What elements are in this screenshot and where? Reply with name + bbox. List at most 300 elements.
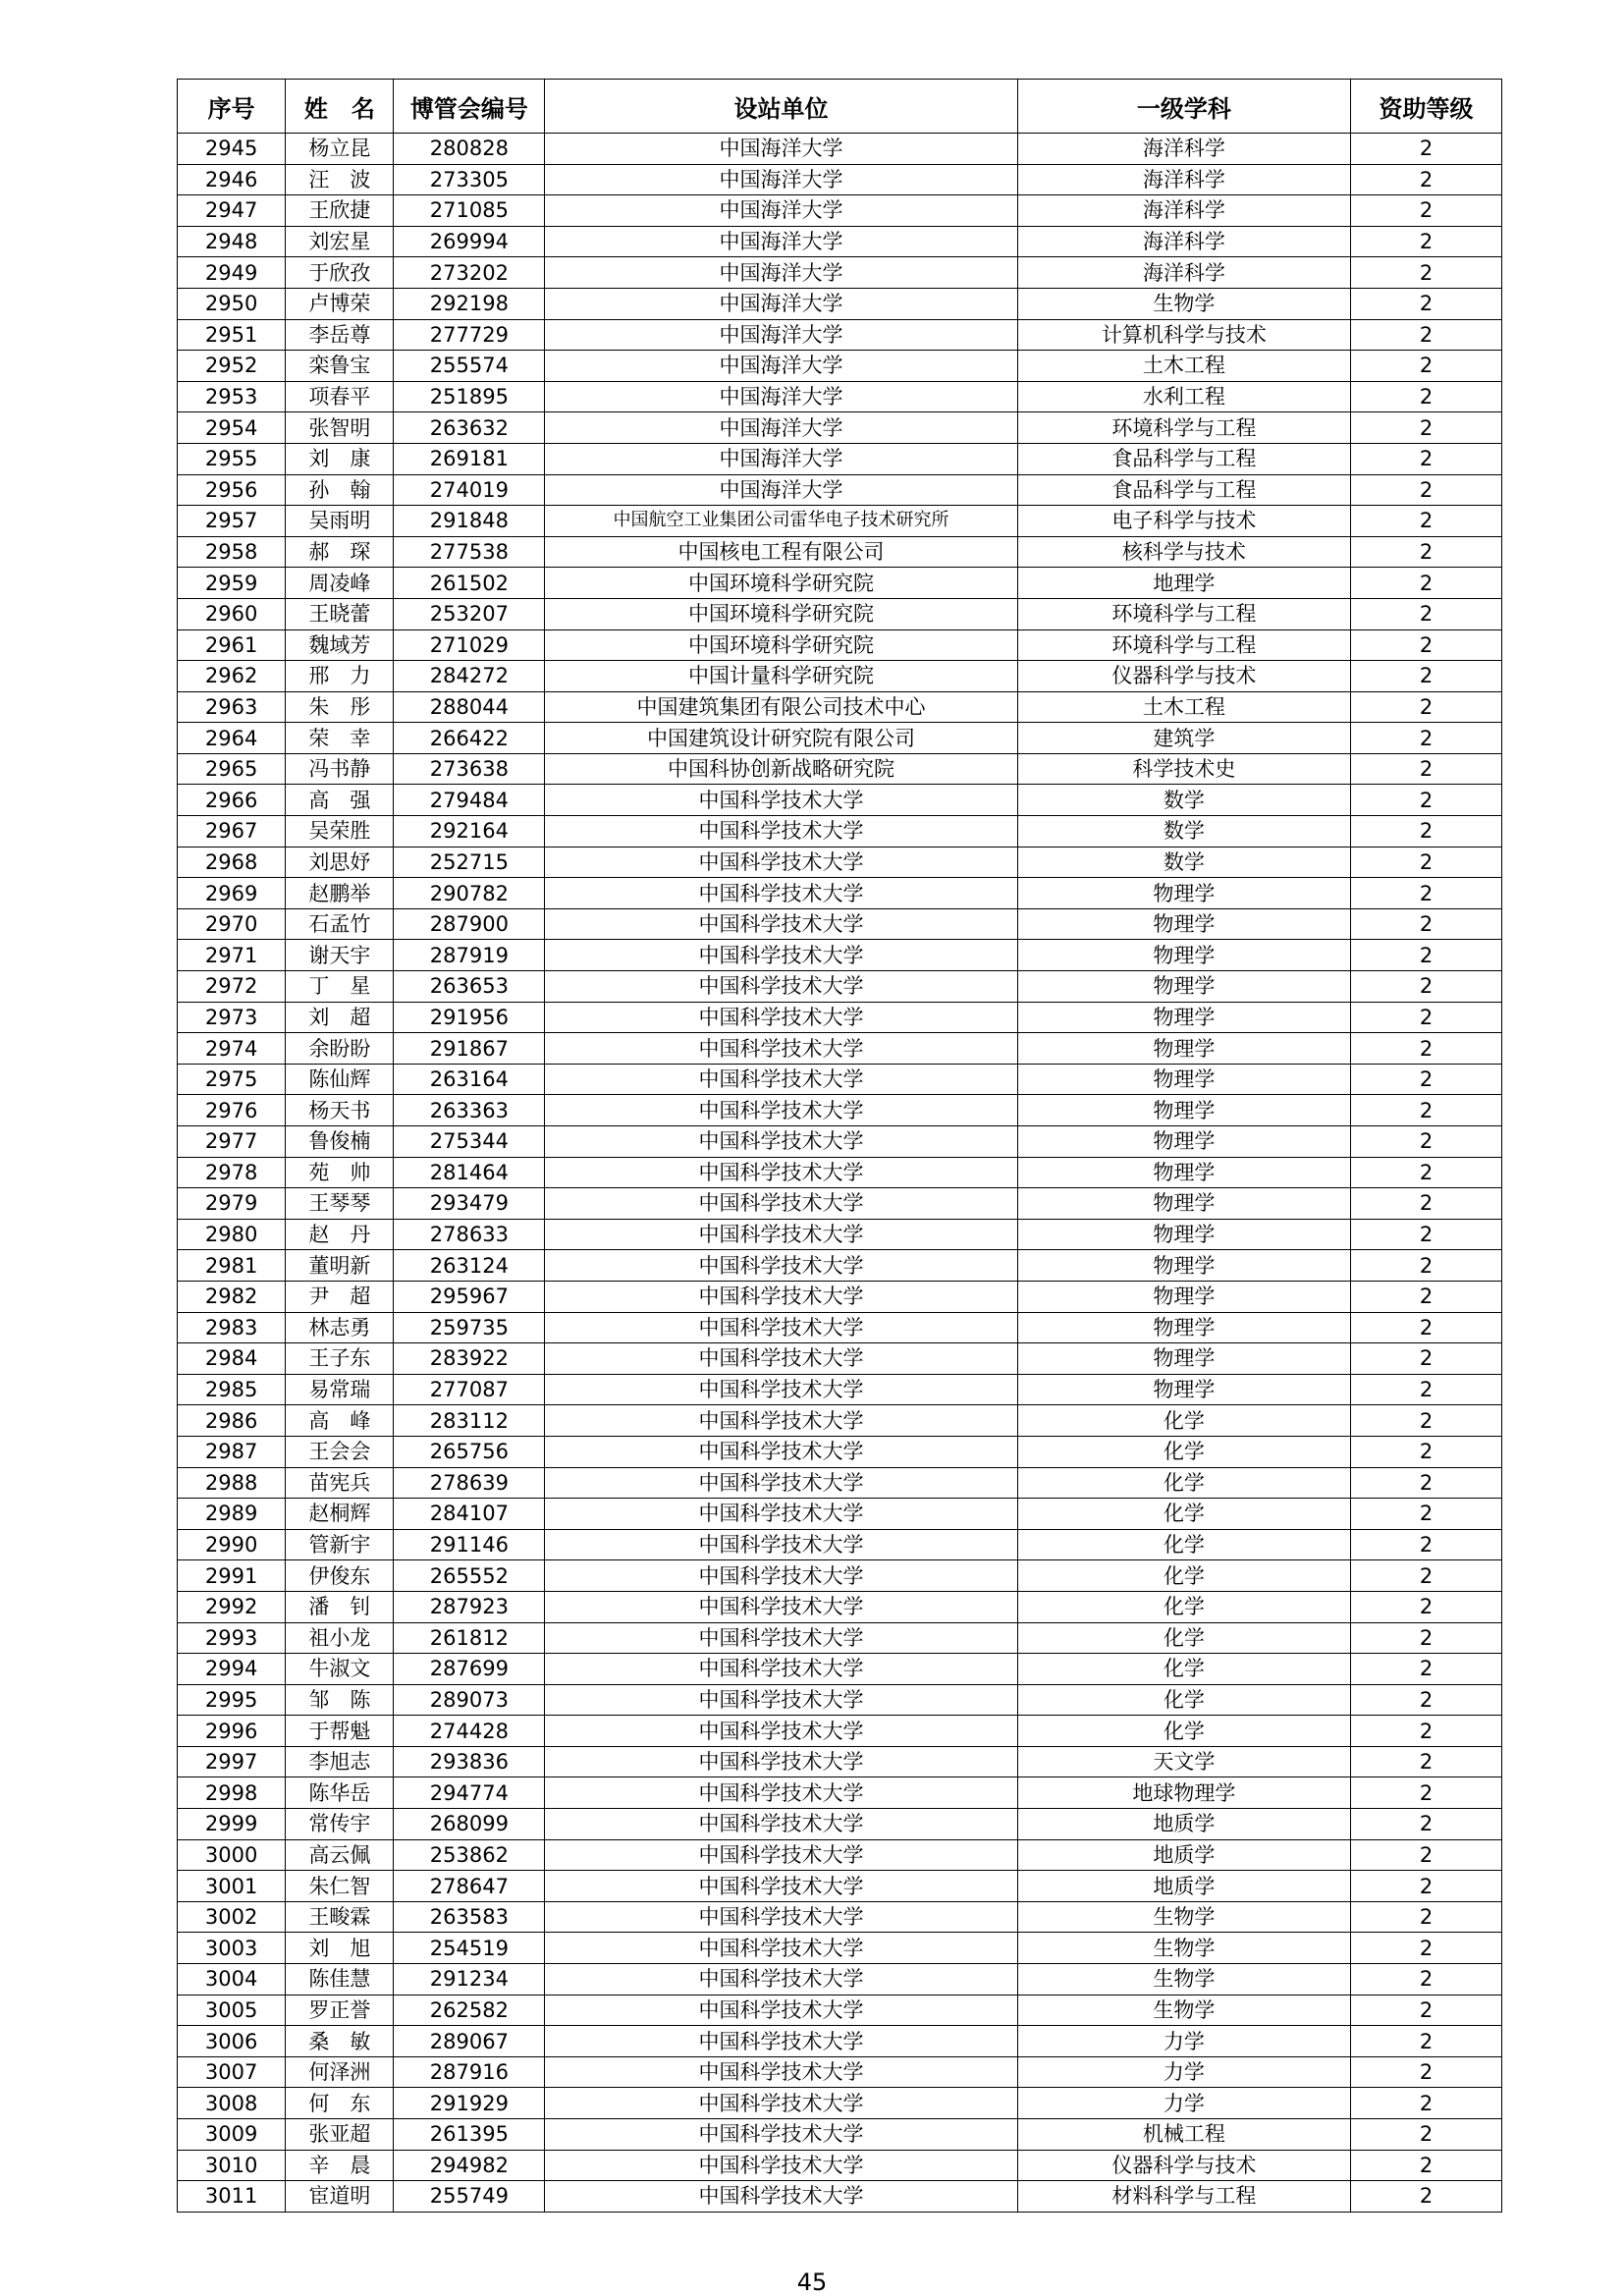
table-row bbox=[178, 1871, 1502, 1902]
cell-name: 王晓蕾 bbox=[286, 598, 394, 629]
header-funding-level: 资助等级 bbox=[1351, 80, 1502, 134]
cell-discipline: 生物学 bbox=[1017, 1964, 1350, 1995]
cell-discipline: 物理学 bbox=[1017, 1033, 1350, 1065]
cell-funding-level: 2 bbox=[1351, 1405, 1502, 1437]
cell-registration-number: 263583 bbox=[394, 1901, 545, 1933]
cell-name: 刘思妤 bbox=[286, 847, 394, 878]
cell-serial-number: 2945 bbox=[178, 134, 286, 165]
cell-discipline: 化学 bbox=[1017, 1716, 1350, 1747]
cell-discipline: 机械工程 bbox=[1017, 2119, 1350, 2151]
table-row bbox=[178, 351, 1502, 382]
cell-name: 陈佳慧 bbox=[286, 1964, 394, 1995]
cell-funding-level: 2 bbox=[1351, 536, 1502, 568]
cell-discipline: 化学 bbox=[1017, 1467, 1350, 1499]
cell-serial-number: 2957 bbox=[178, 506, 286, 537]
cell-serial-number: 2966 bbox=[178, 785, 286, 816]
cell-funding-level: 2 bbox=[1351, 2026, 1502, 2057]
table-row bbox=[178, 536, 1502, 568]
cell-name: 易常瑞 bbox=[286, 1374, 394, 1405]
cell-name: 罗正誉 bbox=[286, 1995, 394, 2026]
cell-registration-number: 263363 bbox=[394, 1095, 545, 1126]
cell-funding-level: 2 bbox=[1351, 940, 1502, 971]
cell-host-institution: 中国海洋大学 bbox=[545, 474, 1017, 506]
cell-registration-number: 291929 bbox=[394, 2088, 545, 2119]
cell-discipline: 生物学 bbox=[1017, 1901, 1350, 1933]
cell-discipline: 材料科学与工程 bbox=[1017, 2181, 1350, 2213]
cell-name: 刘宏星 bbox=[286, 226, 394, 257]
cell-name: 尹 超 bbox=[286, 1281, 394, 1312]
cell-serial-number: 2979 bbox=[178, 1188, 286, 1220]
cell-name: 于欣孜 bbox=[286, 257, 394, 289]
cell-discipline: 物理学 bbox=[1017, 971, 1350, 1003]
cell-registration-number: 261502 bbox=[394, 568, 545, 599]
table-row bbox=[178, 1374, 1502, 1405]
cell-funding-level: 2 bbox=[1351, 1684, 1502, 1716]
cell-discipline: 物理学 bbox=[1017, 1343, 1350, 1375]
cell-registration-number: 279484 bbox=[394, 785, 545, 816]
cell-host-institution: 中国科学技术大学 bbox=[545, 1374, 1017, 1405]
cell-discipline: 数学 bbox=[1017, 847, 1350, 878]
cell-funding-level: 2 bbox=[1351, 134, 1502, 165]
cell-registration-number: 269181 bbox=[394, 443, 545, 474]
cell-name: 荣 幸 bbox=[286, 723, 394, 754]
cell-name: 周凌峰 bbox=[286, 568, 394, 599]
cell-host-institution: 中国科学技术大学 bbox=[545, 1746, 1017, 1777]
cell-funding-level: 2 bbox=[1351, 1157, 1502, 1188]
cell-host-institution: 中国科学技术大学 bbox=[545, 1033, 1017, 1065]
cell-registration-number: 277087 bbox=[394, 1374, 545, 1405]
cell-discipline: 建筑学 bbox=[1017, 723, 1350, 754]
cell-serial-number: 2993 bbox=[178, 1622, 286, 1654]
cell-registration-number: 292164 bbox=[394, 816, 545, 847]
cell-host-institution: 中国科学技术大学 bbox=[545, 1499, 1017, 1530]
table-row bbox=[178, 195, 1502, 227]
cell-discipline: 化学 bbox=[1017, 1499, 1350, 1530]
table-row bbox=[178, 2026, 1502, 2057]
cell-name: 鲁俊楠 bbox=[286, 1126, 394, 1158]
cell-registration-number: 294774 bbox=[394, 1777, 545, 1809]
cell-funding-level: 2 bbox=[1351, 971, 1502, 1003]
table-row bbox=[178, 1964, 1502, 1995]
table-row bbox=[178, 2119, 1502, 2151]
cell-funding-level: 2 bbox=[1351, 753, 1502, 785]
cell-host-institution: 中国环境科学研究院 bbox=[545, 568, 1017, 599]
cell-funding-level: 2 bbox=[1351, 1933, 1502, 1964]
cell-registration-number: 253207 bbox=[394, 598, 545, 629]
cell-registration-number: 263124 bbox=[394, 1250, 545, 1282]
cell-serial-number: 2998 bbox=[178, 1777, 286, 1809]
cell-serial-number: 2953 bbox=[178, 381, 286, 412]
cell-serial-number: 3010 bbox=[178, 2150, 286, 2181]
cell-serial-number: 2973 bbox=[178, 1002, 286, 1033]
cell-name: 谢天宇 bbox=[286, 940, 394, 971]
cell-registration-number: 259735 bbox=[394, 1312, 545, 1343]
cell-host-institution: 中国海洋大学 bbox=[545, 288, 1017, 319]
cell-serial-number: 2970 bbox=[178, 908, 286, 940]
table-row bbox=[178, 971, 1502, 1003]
cell-serial-number: 3002 bbox=[178, 1901, 286, 1933]
cell-name: 杨天书 bbox=[286, 1095, 394, 1126]
cell-discipline: 物理学 bbox=[1017, 1374, 1350, 1405]
table-row bbox=[178, 1126, 1502, 1158]
cell-funding-level: 2 bbox=[1351, 723, 1502, 754]
table-header-row bbox=[178, 80, 1502, 134]
cell-discipline: 化学 bbox=[1017, 1622, 1350, 1654]
cell-registration-number: 287916 bbox=[394, 2056, 545, 2088]
cell-host-institution: 中国科学技术大学 bbox=[545, 1529, 1017, 1560]
cell-discipline: 物理学 bbox=[1017, 940, 1350, 971]
cell-registration-number: 269994 bbox=[394, 226, 545, 257]
cell-registration-number: 263632 bbox=[394, 412, 545, 444]
cell-serial-number: 2976 bbox=[178, 1095, 286, 1126]
table-row bbox=[178, 691, 1502, 723]
cell-host-institution: 中国航空工业集团公司雷华电子技术研究所 bbox=[545, 506, 1017, 537]
cell-name: 魏域芳 bbox=[286, 629, 394, 661]
cell-registration-number: 278647 bbox=[394, 1871, 545, 1902]
table-row bbox=[178, 226, 1502, 257]
cell-funding-level: 2 bbox=[1351, 1622, 1502, 1654]
cell-registration-number: 287699 bbox=[394, 1654, 545, 1685]
cell-discipline: 环境科学与工程 bbox=[1017, 598, 1350, 629]
cell-name: 王欣捷 bbox=[286, 195, 394, 227]
cell-serial-number: 3009 bbox=[178, 2119, 286, 2151]
cell-registration-number: 293836 bbox=[394, 1746, 545, 1777]
cell-discipline: 海洋科学 bbox=[1017, 134, 1350, 165]
table-row bbox=[178, 1591, 1502, 1622]
cell-name: 吴荣胜 bbox=[286, 816, 394, 847]
cell-name: 石孟竹 bbox=[286, 908, 394, 940]
cell-discipline: 数学 bbox=[1017, 785, 1350, 816]
cell-serial-number: 2978 bbox=[178, 1157, 286, 1188]
cell-registration-number: 266422 bbox=[394, 723, 545, 754]
table-row bbox=[178, 1281, 1502, 1312]
table-row bbox=[178, 1529, 1502, 1560]
cell-funding-level: 2 bbox=[1351, 1964, 1502, 1995]
cell-host-institution: 中国科学技术大学 bbox=[545, 1002, 1017, 1033]
cell-registration-number: 265756 bbox=[394, 1436, 545, 1467]
cell-host-institution: 中国科学技术大学 bbox=[545, 2026, 1017, 2057]
table-row bbox=[178, 1467, 1502, 1499]
cell-registration-number: 255749 bbox=[394, 2181, 545, 2213]
cell-name: 丁 星 bbox=[286, 971, 394, 1003]
header-serial-number: 序号 bbox=[178, 80, 286, 134]
table-row bbox=[178, 288, 1502, 319]
cell-serial-number: 2999 bbox=[178, 1809, 286, 1840]
cell-funding-level: 2 bbox=[1351, 1777, 1502, 1809]
cell-host-institution: 中国海洋大学 bbox=[545, 226, 1017, 257]
cell-discipline: 土木工程 bbox=[1017, 351, 1350, 382]
table-row bbox=[178, 1064, 1502, 1095]
cell-name: 赵桐辉 bbox=[286, 1499, 394, 1530]
cell-host-institution: 中国科学技术大学 bbox=[545, 878, 1017, 909]
cell-registration-number: 295967 bbox=[394, 1281, 545, 1312]
cell-registration-number: 254519 bbox=[394, 1933, 545, 1964]
table-row bbox=[178, 1809, 1502, 1840]
table-row bbox=[178, 443, 1502, 474]
cell-host-institution: 中国科学技术大学 bbox=[545, 1343, 1017, 1375]
cell-serial-number: 3008 bbox=[178, 2088, 286, 2119]
cell-registration-number: 280828 bbox=[394, 134, 545, 165]
page-number: 45 bbox=[796, 2269, 828, 2296]
cell-host-institution: 中国计量科学研究院 bbox=[545, 661, 1017, 692]
cell-discipline: 环境科学与工程 bbox=[1017, 412, 1350, 444]
cell-serial-number: 2960 bbox=[178, 598, 286, 629]
cell-registration-number: 271085 bbox=[394, 195, 545, 227]
cell-serial-number: 2982 bbox=[178, 1281, 286, 1312]
cell-funding-level: 2 bbox=[1351, 443, 1502, 474]
cell-host-institution: 中国科学技术大学 bbox=[545, 1250, 1017, 1282]
table-row bbox=[178, 1499, 1502, 1530]
cell-discipline: 水利工程 bbox=[1017, 381, 1350, 412]
cell-host-institution: 中国核电工程有限公司 bbox=[545, 536, 1017, 568]
cell-host-institution: 中国科学技术大学 bbox=[545, 1405, 1017, 1437]
cell-serial-number: 3005 bbox=[178, 1995, 286, 2026]
table-row bbox=[178, 1312, 1502, 1343]
cell-serial-number: 2995 bbox=[178, 1684, 286, 1716]
cell-serial-number: 3000 bbox=[178, 1839, 286, 1871]
cell-serial-number: 2962 bbox=[178, 661, 286, 692]
cell-discipline: 化学 bbox=[1017, 1684, 1350, 1716]
table-row bbox=[178, 1933, 1502, 1964]
cell-funding-level: 2 bbox=[1351, 1995, 1502, 2026]
cell-funding-level: 2 bbox=[1351, 1839, 1502, 1871]
cell-registration-number: 265552 bbox=[394, 1560, 545, 1592]
cell-host-institution: 中国科学技术大学 bbox=[545, 1871, 1017, 1902]
cell-funding-level: 2 bbox=[1351, 412, 1502, 444]
cell-funding-level: 2 bbox=[1351, 1436, 1502, 1467]
cell-host-institution: 中国海洋大学 bbox=[545, 195, 1017, 227]
table-row bbox=[178, 257, 1502, 289]
cell-name: 潘 钊 bbox=[286, 1591, 394, 1622]
cell-funding-level: 2 bbox=[1351, 1871, 1502, 1902]
table-row bbox=[178, 568, 1502, 599]
cell-host-institution: 中国科学技术大学 bbox=[545, 2181, 1017, 2213]
cell-serial-number: 2963 bbox=[178, 691, 286, 723]
cell-registration-number: 268099 bbox=[394, 1809, 545, 1840]
cell-funding-level: 2 bbox=[1351, 2119, 1502, 2151]
cell-registration-number: 284107 bbox=[394, 1499, 545, 1530]
cell-serial-number: 2969 bbox=[178, 878, 286, 909]
cell-funding-level: 2 bbox=[1351, 351, 1502, 382]
cell-registration-number: 294982 bbox=[394, 2150, 545, 2181]
cell-discipline: 物理学 bbox=[1017, 1002, 1350, 1033]
cell-registration-number: 283922 bbox=[394, 1343, 545, 1375]
cell-name: 辛 晨 bbox=[286, 2150, 394, 2181]
table-row bbox=[178, 940, 1502, 971]
cell-funding-level: 2 bbox=[1351, 1343, 1502, 1375]
cell-name: 桑 敏 bbox=[286, 2026, 394, 2057]
cell-name: 管新宇 bbox=[286, 1529, 394, 1560]
cell-name: 苗宪兵 bbox=[286, 1467, 394, 1499]
table-row bbox=[178, 878, 1502, 909]
cell-funding-level: 2 bbox=[1351, 598, 1502, 629]
cell-serial-number: 2950 bbox=[178, 288, 286, 319]
cell-serial-number: 2971 bbox=[178, 940, 286, 971]
cell-funding-level: 2 bbox=[1351, 1746, 1502, 1777]
cell-registration-number: 292198 bbox=[394, 288, 545, 319]
table-row bbox=[178, 629, 1502, 661]
cell-name: 祖小龙 bbox=[286, 1622, 394, 1654]
cell-serial-number: 2961 bbox=[178, 629, 286, 661]
cell-host-institution: 中国海洋大学 bbox=[545, 351, 1017, 382]
cell-discipline: 生物学 bbox=[1017, 1933, 1350, 1964]
cell-host-institution: 中国海洋大学 bbox=[545, 164, 1017, 195]
cell-host-institution: 中国科学技术大学 bbox=[545, 785, 1017, 816]
cell-name: 张智明 bbox=[286, 412, 394, 444]
table-row bbox=[178, 723, 1502, 754]
cell-discipline: 物理学 bbox=[1017, 1281, 1350, 1312]
cell-discipline: 数学 bbox=[1017, 816, 1350, 847]
cell-registration-number: 273638 bbox=[394, 753, 545, 785]
cell-serial-number: 2964 bbox=[178, 723, 286, 754]
cell-host-institution: 中国海洋大学 bbox=[545, 412, 1017, 444]
cell-funding-level: 2 bbox=[1351, 1809, 1502, 1840]
cell-serial-number: 3011 bbox=[178, 2181, 286, 2213]
cell-name: 李岳尊 bbox=[286, 319, 394, 351]
cell-name: 王子东 bbox=[286, 1343, 394, 1375]
table-row bbox=[178, 1901, 1502, 1933]
table-row bbox=[178, 908, 1502, 940]
cell-funding-level: 2 bbox=[1351, 629, 1502, 661]
cell-registration-number: 281464 bbox=[394, 1157, 545, 1188]
cell-serial-number: 2972 bbox=[178, 971, 286, 1003]
cell-registration-number: 278639 bbox=[394, 1467, 545, 1499]
cell-serial-number: 2958 bbox=[178, 536, 286, 568]
cell-serial-number: 2991 bbox=[178, 1560, 286, 1592]
cell-discipline: 力学 bbox=[1017, 2088, 1350, 2119]
cell-host-institution: 中国科学技术大学 bbox=[545, 1157, 1017, 1188]
cell-registration-number: 263164 bbox=[394, 1064, 545, 1095]
cell-funding-level: 2 bbox=[1351, 908, 1502, 940]
cell-registration-number: 289073 bbox=[394, 1684, 545, 1716]
cell-funding-level: 2 bbox=[1351, 1250, 1502, 1282]
cell-funding-level: 2 bbox=[1351, 195, 1502, 227]
cell-name: 林志勇 bbox=[286, 1312, 394, 1343]
cell-name: 于帮魁 bbox=[286, 1716, 394, 1747]
cell-name: 邢 力 bbox=[286, 661, 394, 692]
cell-registration-number: 291867 bbox=[394, 1033, 545, 1065]
table-row bbox=[178, 1343, 1502, 1375]
table-row bbox=[178, 1436, 1502, 1467]
cell-serial-number: 2974 bbox=[178, 1033, 286, 1065]
cell-discipline: 物理学 bbox=[1017, 1157, 1350, 1188]
table-row bbox=[178, 753, 1502, 785]
cell-name: 项春平 bbox=[286, 381, 394, 412]
cell-discipline: 天文学 bbox=[1017, 1746, 1350, 1777]
cell-discipline: 生物学 bbox=[1017, 1995, 1350, 2026]
cell-serial-number: 2981 bbox=[178, 1250, 286, 1282]
cell-funding-level: 2 bbox=[1351, 568, 1502, 599]
table-row bbox=[178, 164, 1502, 195]
cell-serial-number: 2984 bbox=[178, 1343, 286, 1375]
cell-host-institution: 中国科协创新战略研究院 bbox=[545, 753, 1017, 785]
table-row bbox=[178, 661, 1502, 692]
cell-host-institution: 中国建筑设计研究院有限公司 bbox=[545, 723, 1017, 754]
cell-serial-number: 3007 bbox=[178, 2056, 286, 2088]
cell-registration-number: 263653 bbox=[394, 971, 545, 1003]
cell-funding-level: 2 bbox=[1351, 2150, 1502, 2181]
cell-discipline: 化学 bbox=[1017, 1405, 1350, 1437]
cell-funding-level: 2 bbox=[1351, 878, 1502, 909]
cell-host-institution: 中国科学技术大学 bbox=[545, 1312, 1017, 1343]
cell-name: 李旭志 bbox=[286, 1746, 394, 1777]
cell-registration-number: 277538 bbox=[394, 536, 545, 568]
cell-name: 王会会 bbox=[286, 1436, 394, 1467]
cell-serial-number: 2959 bbox=[178, 568, 286, 599]
cell-registration-number: 262582 bbox=[394, 1995, 545, 2026]
table-row bbox=[178, 1002, 1502, 1033]
cell-serial-number: 3006 bbox=[178, 2026, 286, 2057]
cell-registration-number: 289067 bbox=[394, 2026, 545, 2057]
cell-funding-level: 2 bbox=[1351, 1467, 1502, 1499]
cell-discipline: 科学技术史 bbox=[1017, 753, 1350, 785]
cell-host-institution: 中国科学技术大学 bbox=[545, 1809, 1017, 1840]
cell-host-institution: 中国科学技术大学 bbox=[545, 1654, 1017, 1685]
header-name: 姓 名 bbox=[286, 80, 394, 134]
cell-name: 王琴琴 bbox=[286, 1188, 394, 1220]
cell-funding-level: 2 bbox=[1351, 661, 1502, 692]
cell-discipline: 地球物理学 bbox=[1017, 1777, 1350, 1809]
cell-discipline: 环境科学与工程 bbox=[1017, 629, 1350, 661]
cell-funding-level: 2 bbox=[1351, 691, 1502, 723]
cell-discipline: 地质学 bbox=[1017, 1839, 1350, 1871]
cell-name: 杨立昆 bbox=[286, 134, 394, 165]
cell-serial-number: 2956 bbox=[178, 474, 286, 506]
cell-serial-number: 2946 bbox=[178, 164, 286, 195]
cell-funding-level: 2 bbox=[1351, 257, 1502, 289]
table-row bbox=[178, 412, 1502, 444]
cell-funding-level: 2 bbox=[1351, 381, 1502, 412]
cell-name: 卢博荣 bbox=[286, 288, 394, 319]
cell-registration-number: 283112 bbox=[394, 1405, 545, 1437]
table-row bbox=[178, 2088, 1502, 2119]
cell-serial-number: 2983 bbox=[178, 1312, 286, 1343]
cell-registration-number: 291146 bbox=[394, 1529, 545, 1560]
cell-registration-number: 274428 bbox=[394, 1716, 545, 1747]
cell-funding-level: 2 bbox=[1351, 164, 1502, 195]
cell-serial-number: 2980 bbox=[178, 1219, 286, 1250]
table-row bbox=[178, 1250, 1502, 1282]
cell-host-institution: 中国海洋大学 bbox=[545, 443, 1017, 474]
cell-name: 刘 超 bbox=[286, 1002, 394, 1033]
cell-discipline: 物理学 bbox=[1017, 1219, 1350, 1250]
cell-host-institution: 中国海洋大学 bbox=[545, 134, 1017, 165]
cell-funding-level: 2 bbox=[1351, 1064, 1502, 1095]
cell-name: 陈仙辉 bbox=[286, 1064, 394, 1095]
cell-host-institution: 中国海洋大学 bbox=[545, 319, 1017, 351]
cell-host-institution: 中国科学技术大学 bbox=[545, 1095, 1017, 1126]
cell-host-institution: 中国科学技术大学 bbox=[545, 1684, 1017, 1716]
cell-serial-number: 2948 bbox=[178, 226, 286, 257]
cell-funding-level: 2 bbox=[1351, 1716, 1502, 1747]
table-row bbox=[178, 381, 1502, 412]
header-registration-number: 博管会编号 bbox=[394, 80, 545, 134]
cell-host-institution: 中国科学技术大学 bbox=[545, 816, 1017, 847]
table-row bbox=[178, 1654, 1502, 1685]
cell-discipline: 化学 bbox=[1017, 1591, 1350, 1622]
cell-name: 何泽洲 bbox=[286, 2056, 394, 2088]
cell-discipline: 地质学 bbox=[1017, 1871, 1350, 1902]
cell-name: 吴雨明 bbox=[286, 506, 394, 537]
header-discipline: 一级学科 bbox=[1017, 80, 1350, 134]
table-row bbox=[178, 785, 1502, 816]
cell-discipline: 物理学 bbox=[1017, 1188, 1350, 1220]
cell-host-institution: 中国科学技术大学 bbox=[545, 908, 1017, 940]
cell-name: 王畯霖 bbox=[286, 1901, 394, 1933]
cell-host-institution: 中国科学技术大学 bbox=[545, 1901, 1017, 1933]
table-row bbox=[178, 598, 1502, 629]
cell-registration-number: 290782 bbox=[394, 878, 545, 909]
